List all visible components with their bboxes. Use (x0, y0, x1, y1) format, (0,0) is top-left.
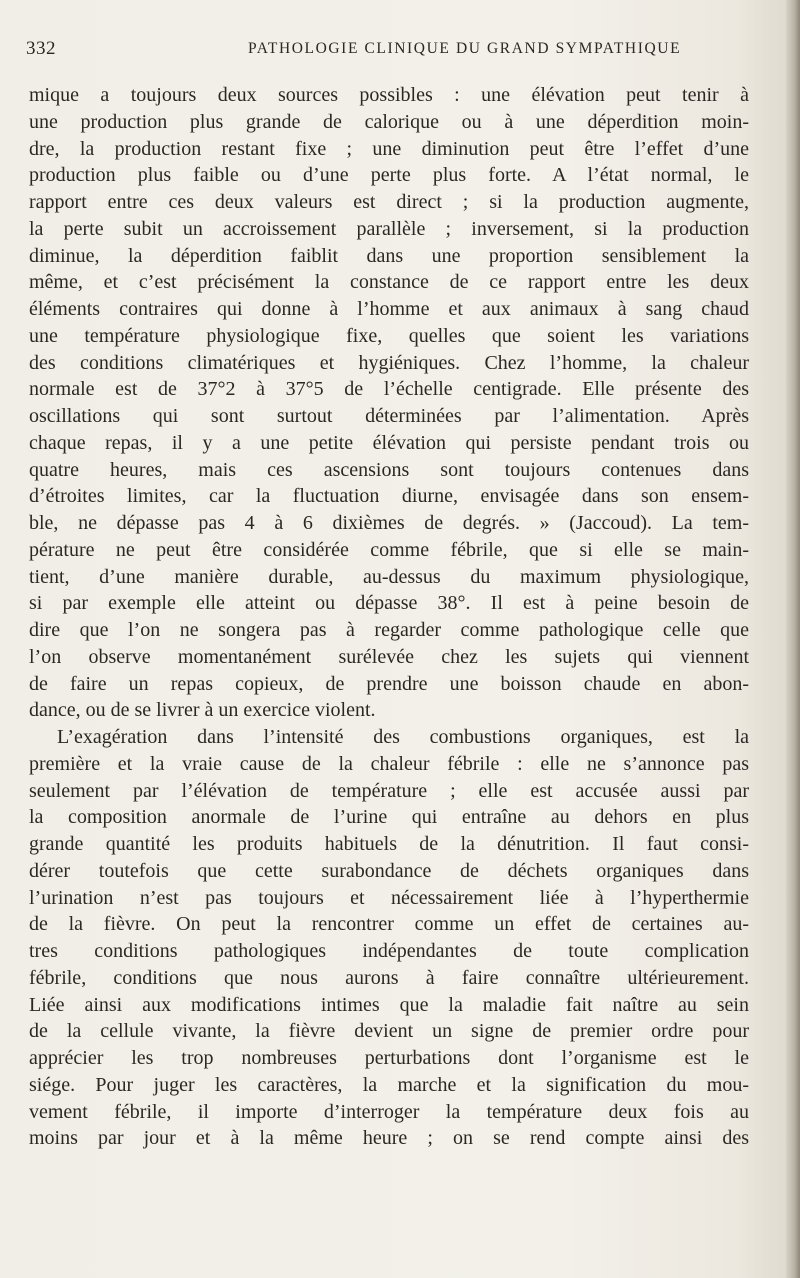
paragraph-start-line: L’exagération dans l’intensité des combustions organiques, est la (57, 726, 749, 748)
text-line: fébrile, conditions que nous aurons à faire connaître ultérieurement. (29, 966, 749, 989)
text-line: ble, ne dépasse pas 4 à 6 dixièmes de degrés. » (Jaccoud). La tem- (29, 512, 749, 534)
text-line: d’étroites limites, car la fluctuation diurne, envisagée dans son ensem- (29, 485, 749, 508)
text-line: vement fébrile, il importe d’interroger la température deux fois au (29, 1100, 749, 1123)
text-line: dire que l’on ne songera pas à regarder comme pathologique celle que (29, 619, 749, 641)
text-line: la composition anormale de l’urine qui entraîne au dehors en plus (29, 806, 749, 829)
text-line: pérature ne peut être considérée comme fébrile, que si elle se main- (29, 538, 749, 561)
text-line: tient, d’une manière durable, au-dessus du maximum physiologique, (29, 565, 749, 588)
text-line: seulement par l’élévation de température ; elle est accusée aussi par (29, 779, 749, 802)
text-line: dre, la production restant fixe ; une diminution peut être l’effet d’une (29, 137, 749, 160)
page-header (26, 38, 756, 68)
text-line: apprécier les trop nombreuses perturbations dont l’organisme est le (29, 1047, 749, 1069)
text-line: tres conditions pathologiques indépendantes de toute complication (29, 940, 749, 962)
text-line: même, et c’est précisément la constance de ce rapport entre les deux (29, 271, 749, 294)
text-line: des conditions climatériques et hygiéniques. Chez l’homme, la chaleur (29, 351, 749, 374)
text-line: l’on observe momentanément surélevée chez les sujets qui viennent (29, 645, 749, 668)
paragraph-end-line: dance, ou de se livrer à un exercice violent. (29, 699, 376, 722)
text-line: si par exemple elle atteint ou dépasse 38°. Il est à peine besoin de (29, 592, 749, 615)
text-line: grande quantité les produits habituels de la dénutrition. Il faut consi- (29, 833, 749, 855)
text-line: une production plus grande de calorique ou à une déperdition moin- (29, 110, 749, 133)
text-line: production plus faible ou d’une perte plus forte. A l’état normal, le (29, 164, 749, 187)
text-line: de la fièvre. On peut la rencontrer comme un effet de certaines au- (29, 913, 749, 936)
text-line: de la cellule vivante, la fièvre devient un signe de premier ordre pour (29, 1020, 749, 1043)
text-line: rapport entre ces deux valeurs est direct ; si la production augmente, (29, 191, 749, 213)
text-line: quatre heures, mais ces ascensions sont toujours contenues dans (29, 458, 749, 481)
body-text (29, 82, 749, 1152)
page-edge (786, 0, 800, 1278)
text-line: chaque repas, il y a une petite élévation qui persiste pendant trois ou (29, 431, 749, 454)
text-line: Liée ainsi aux modifications intimes que la maladie fait naître au sein (29, 993, 749, 1016)
text-line: première et la vraie cause de la chaleur fébrile : elle ne s’annonce pas (29, 752, 749, 775)
running-title: PATHOLOGIE CLINIQUE DU GRAND SYMPATHIQUE (248, 40, 682, 57)
text-line: une température physiologique fixe, quelles que soient les variations (29, 324, 749, 347)
text-line: la perte subit un accroissement parallèle ; inversement, si la production (29, 217, 749, 240)
text-line: mique a toujours deux sources possibles : une élévation peut tenir à (29, 84, 749, 106)
text-line: siége. Pour juger les caractères, la marche et la signification du mou- (29, 1073, 749, 1096)
text-line: de faire un repas copieux, de prendre une boisson chaude en abon- (29, 672, 749, 695)
text-line: éléments contraires qui donne à l’homme et aux animaux à sang chaud (29, 298, 749, 320)
text-line: moins par jour et à la même heure ; on se rend compte ainsi des (29, 1127, 749, 1150)
text-line: dérer toutefois que cette surabondance de déchets organiques dans (29, 859, 749, 882)
text-line: normale est de 37°2 à 37°5 de l’échelle centigrade. Elle présente des (29, 378, 749, 401)
text-line: diminue, la déperdition faiblit dans une proportion sensiblement la (29, 244, 749, 267)
text-line: l’urination n’est pas toujours et nécessairement liée à l’hyperthermie (29, 886, 749, 909)
text-line: oscillations qui sont surtout déterminées par l’alimentation. Après (29, 405, 749, 427)
page-number: 332 (26, 38, 56, 59)
